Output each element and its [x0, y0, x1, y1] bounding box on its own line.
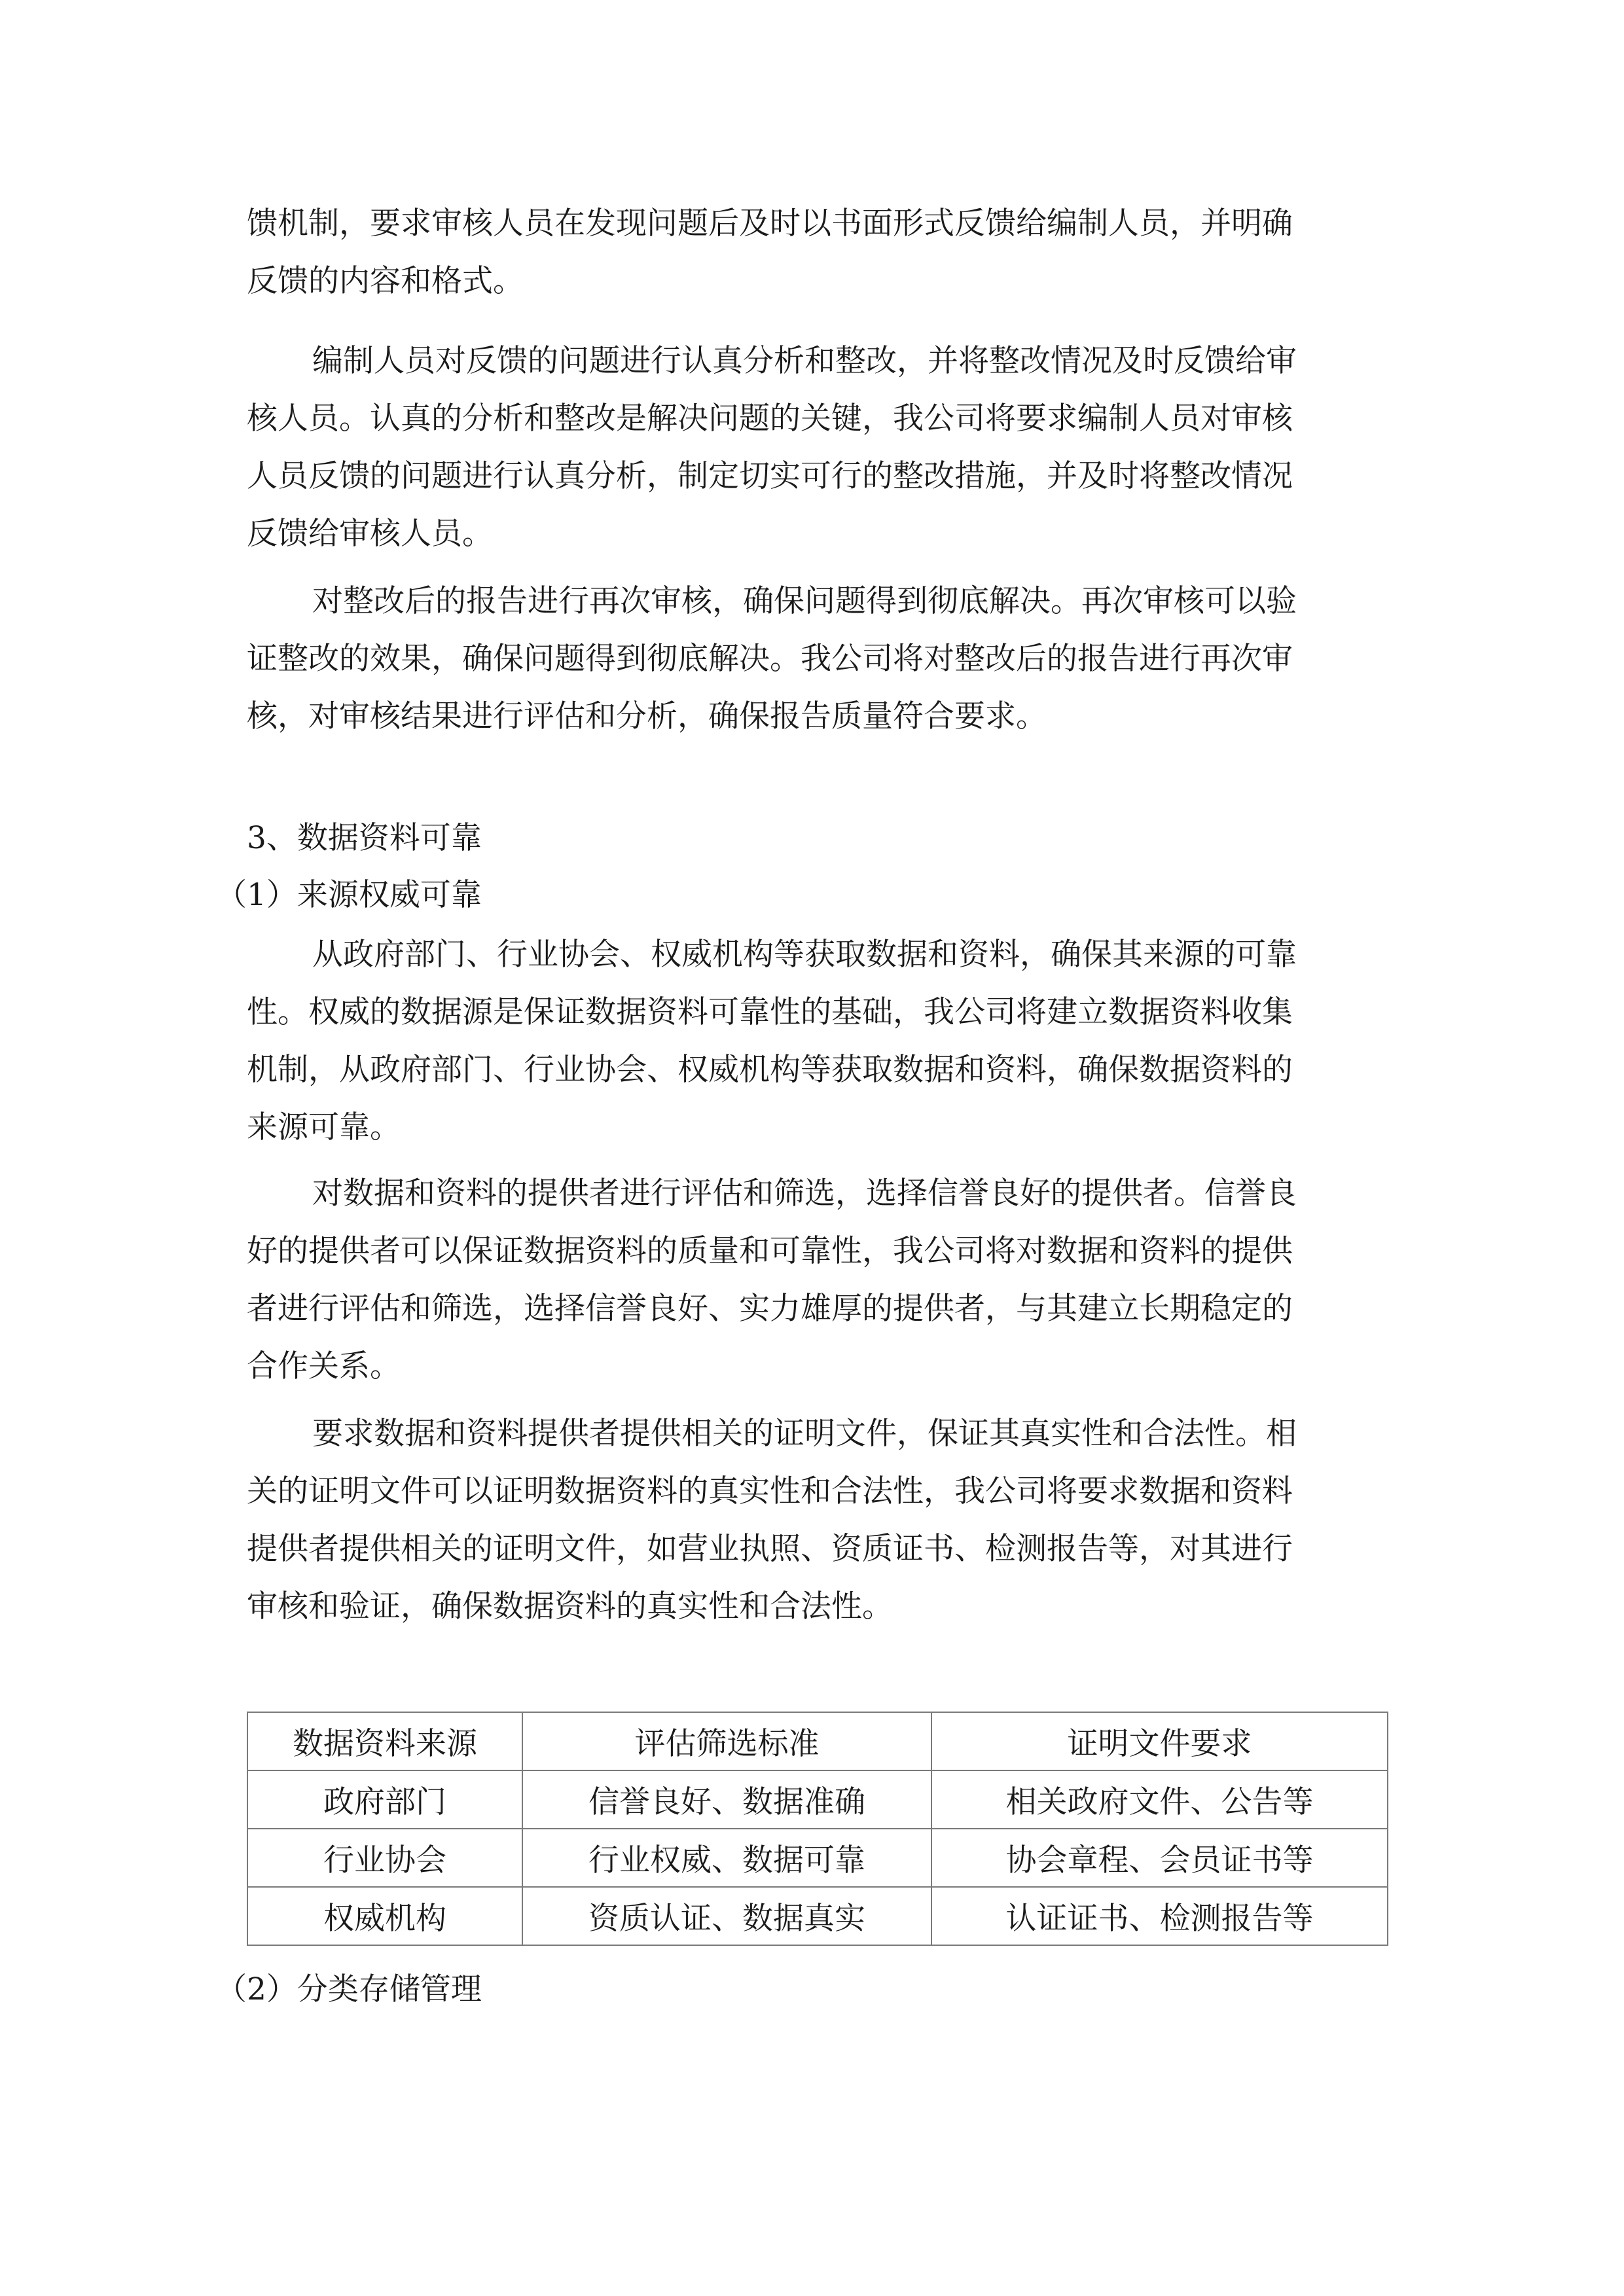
table-header-cell: 数据资料来源 — [247, 1712, 522, 1770]
subsection-heading: （2）分类存储管理 — [216, 1971, 482, 2007]
table-cell: 信誉良好、数据准确 — [522, 1770, 931, 1829]
paragraph-line: 核人员。认真的分析和整改是解决问题的关键，我公司将要求编制人员对审核 — [247, 401, 1293, 437]
paragraph-line: 机制，从政府部门、行业协会、权威机构等获取数据和资料，确保数据资料的 — [247, 1052, 1293, 1088]
paragraph-line: 好的提供者可以保证数据资料的质量和可靠性，我公司将对数据和资料的提供 — [247, 1233, 1293, 1269]
paragraph-line: 对数据和资料的提供者进行评估和筛选，选择信誉良好的提供者。信誉良 — [312, 1175, 1297, 1211]
paragraph-line: 者进行评估和筛选，选择信誉良好、实力雄厚的提供者，与其建立长期稳定的 — [247, 1291, 1293, 1327]
table-header-cell: 证明文件要求 — [931, 1712, 1388, 1770]
paragraph-line: 来源可靠。 — [247, 1109, 401, 1145]
paragraph-line: 从政府部门、行业协会、权威机构等获取数据和资料，确保其来源的可靠 — [312, 937, 1297, 973]
table-cell: 相关政府文件、公告等 — [931, 1770, 1388, 1829]
paragraph-line: 人员反馈的问题进行认真分析，制定切实可行的整改措施，并及时将整改情况 — [247, 458, 1293, 494]
paragraph-line: 要求数据和资料提供者提供相关的证明文件，保证其真实性和合法性。相 — [312, 1416, 1297, 1452]
table-cell: 权威机构 — [247, 1887, 522, 1945]
table-cell: 行业权威、数据可靠 — [522, 1829, 931, 1887]
section-heading: 3、数据资料可靠 — [247, 820, 482, 856]
data-source-table — [247, 1712, 1388, 1946]
table-cell: 行业协会 — [247, 1829, 522, 1887]
paragraph-line: 馈机制，要求审核人员在发现问题后及时以书面形式反馈给编制人员，并明确 — [247, 206, 1293, 242]
table-cell: 协会章程、会员证书等 — [931, 1829, 1388, 1887]
paragraph-line: 反馈的内容和格式。 — [247, 263, 524, 299]
paragraph-line: 关的证明文件可以证明数据资料的真实性和合法性，我公司将要求数据和资料 — [247, 1473, 1293, 1509]
table-header-cell: 评估筛选标准 — [522, 1712, 931, 1770]
paragraph-line: 性。权威的数据源是保证数据资料可靠性的基础，我公司将建立数据资料收集 — [247, 994, 1293, 1030]
table-cell: 认证证书、检测报告等 — [931, 1887, 1388, 1945]
paragraph-line: 证整改的效果，确保问题得到彻底解决。我公司将对整改后的报告进行再次审 — [247, 641, 1293, 677]
subsection-heading: （1）来源权威可靠 — [216, 877, 482, 913]
paragraph-line: 对整改后的报告进行再次审核，确保问题得到彻底解决。再次审核可以验 — [312, 583, 1297, 619]
paragraph-line: 核，对审核结果进行评估和分析，确保报告质量符合要求。 — [247, 698, 1047, 734]
paragraph-line: 审核和验证，确保数据资料的真实性和合法性。 — [247, 1588, 893, 1624]
paragraph-line: 反馈给审核人员。 — [247, 516, 493, 552]
table-header-row — [247, 1712, 1388, 1770]
paragraph-line: 编制人员对反馈的问题进行认真分析和整改，并将整改情况及时反馈给审 — [312, 343, 1297, 379]
paragraph-line: 提供者提供相关的证明文件，如营业执照、资质证书、检测报告等，对其进行 — [247, 1531, 1293, 1567]
table-row — [247, 1887, 1388, 1945]
paragraph-line: 合作关系。 — [247, 1348, 401, 1384]
table-row — [247, 1770, 1388, 1829]
table-cell: 政府部门 — [247, 1770, 522, 1829]
table-row — [247, 1829, 1388, 1887]
table-cell: 资质认证、数据真实 — [522, 1887, 931, 1945]
